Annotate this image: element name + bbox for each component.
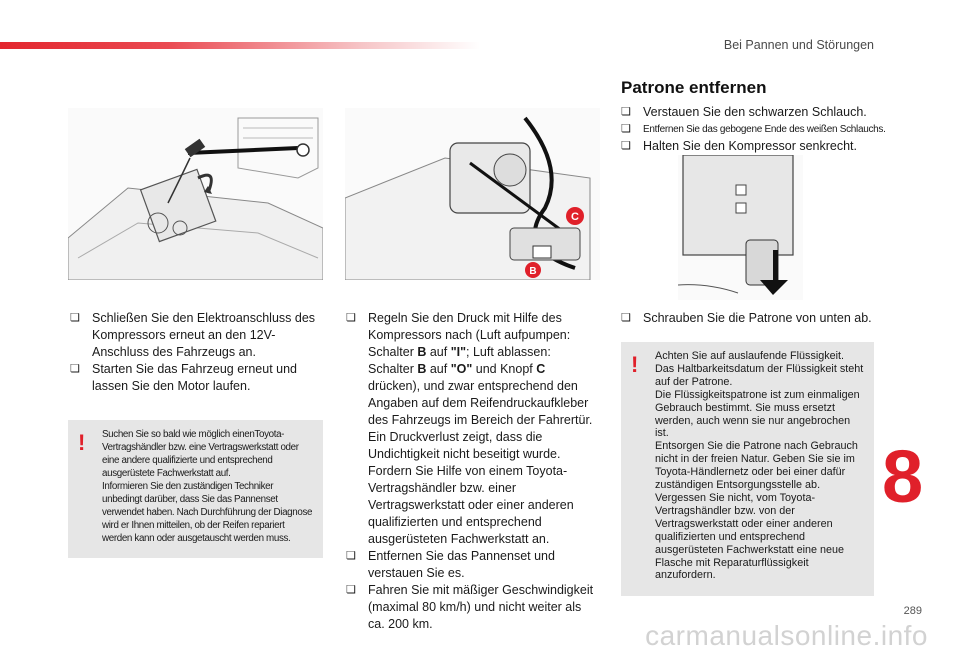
list-item: ❏ Verstauen Sie den schwarzen Schlauch. xyxy=(621,105,867,119)
watermark: carmanualsonline.info xyxy=(645,620,928,651)
col3-warning-box xyxy=(621,342,874,596)
list-item: ❏ Entfernen Sie das gebogene Ende des weißen Schlauchs. xyxy=(621,121,886,138)
illustration-compressor-switches xyxy=(345,108,600,280)
square-bullet-icon: ❏ xyxy=(70,312,80,324)
col2-instructions xyxy=(346,310,594,633)
col1-warning-text: Suchen Sie so bald wie möglich einenToyota-Vertragshändler bzw. eine Vertragswerkstatt oder eine andere qualifizierte und entsprechend ausgerüstete Fachwerkstatt auf. Informieren Sie den zuständigen Techniker unbedingt darüber, dass Sie das Pannenset verwendet haben. Nach Durchführung der Diagnose wird er Ihnen mitteilen, ob der Reifen repariert werden kann oder ausgetauscht werden muss. xyxy=(102,429,313,544)
col3-instructions-after xyxy=(621,310,886,327)
header-accent-bar xyxy=(0,42,480,49)
list-item: ❏ Regeln Sie den Druck mit Hilfe des Kompressors nach (Luft aufpumpen: Schalter B auf "I"; Luft ablassen: Schalter B auf "O" und Knopf C drücken), und zwar entsprechend den Angaben auf dem Reifendruckaufkleber des Fahrzeugs im Bereich der Fahrertür. Ein Druckverlust zeigt, dass die Undichtigkeit nicht beseitigt wurde. Fordern Sie Hilfe von einem Toyota-Vertragshändler bzw. einer Vertragswerkstatt oder einer anderen qualifizierten und entsprechend ausgerüsteten Fachwerkstatt an. xyxy=(346,311,593,546)
square-bullet-icon: ❏ xyxy=(621,312,631,324)
square-bullet-icon: ❏ xyxy=(70,363,80,375)
square-bullet-icon: ❏ xyxy=(621,140,631,152)
square-bullet-icon: ❏ xyxy=(346,584,356,596)
list-item: ❏ Schrauben Sie die Patrone von unten ab. xyxy=(621,311,872,325)
label-b: B xyxy=(529,266,537,277)
illustration-compressor-plug xyxy=(68,108,323,280)
square-bullet-icon: ❏ xyxy=(621,123,631,135)
section-header: Bei Pannen und Störungen xyxy=(723,38,874,52)
exclamation-icon: ! xyxy=(631,352,639,377)
list-item: ❏ Fahren Sie mit mäßiger Geschwindigkeit (maximal 80 km/h) und nicht weiter als ca. 200 km. xyxy=(346,583,594,631)
exclamation-icon: ! xyxy=(78,430,86,455)
illustration-cartridge-removal xyxy=(678,155,803,300)
list-item: ❏ Halten Sie den Kompressor senkrecht. xyxy=(621,139,857,153)
page-number: 289 xyxy=(903,605,922,617)
list-item: ❏ Starten Sie das Fahrzeug erneut und lassen Sie den Motor laufen. xyxy=(70,362,297,393)
col3-warning-text: Achten Sie auf auslaufende Flüssigkeit. Das Haltbarkeitsdatum der Flüssigkeit steht auf der Patrone. Die Flüssigkeitspatrone ist zum einmaligen Gebrauch bestimmt. Sie muss ersetzt werden, auch wenn sie nur angebrochen ist. Entsorgen Sie die Patrone nach Gebrauch nicht in der freien Natur. Geben Sie sie im Toyota-Händlernetz oder bei einer dafür zuständigen Entsorgungsstelle ab. Vergessen Sie nicht, vom Toyota-Vertragshändler bzw. von der Vertragswerkstatt oder einer anderen qualifizierten und entsprechend ausgerüsteten Fachwerkstatt eine neue Flasche mit Reparaturflüssigkeit anzufordern. xyxy=(655,350,864,582)
list-item: ❏ Entfernen Sie das Pannenset und verstauen Sie es. xyxy=(346,549,555,580)
label-c: C xyxy=(571,211,579,223)
col1-instructions xyxy=(70,310,325,395)
chapter-number: 8 xyxy=(882,435,924,518)
square-bullet-icon: ❏ xyxy=(621,106,631,118)
square-bullet-icon: ❏ xyxy=(346,550,356,562)
square-bullet-icon: ❏ xyxy=(346,312,356,324)
list-item: ❏ Schließen Sie den Elektroanschluss des Kompressors erneut an den 12V-Anschluss des Fahrzeugs an. xyxy=(70,311,316,359)
col3-instructions xyxy=(621,104,886,155)
section-title: Patrone entfernen xyxy=(621,78,767,97)
col1-warning-box xyxy=(68,420,323,558)
